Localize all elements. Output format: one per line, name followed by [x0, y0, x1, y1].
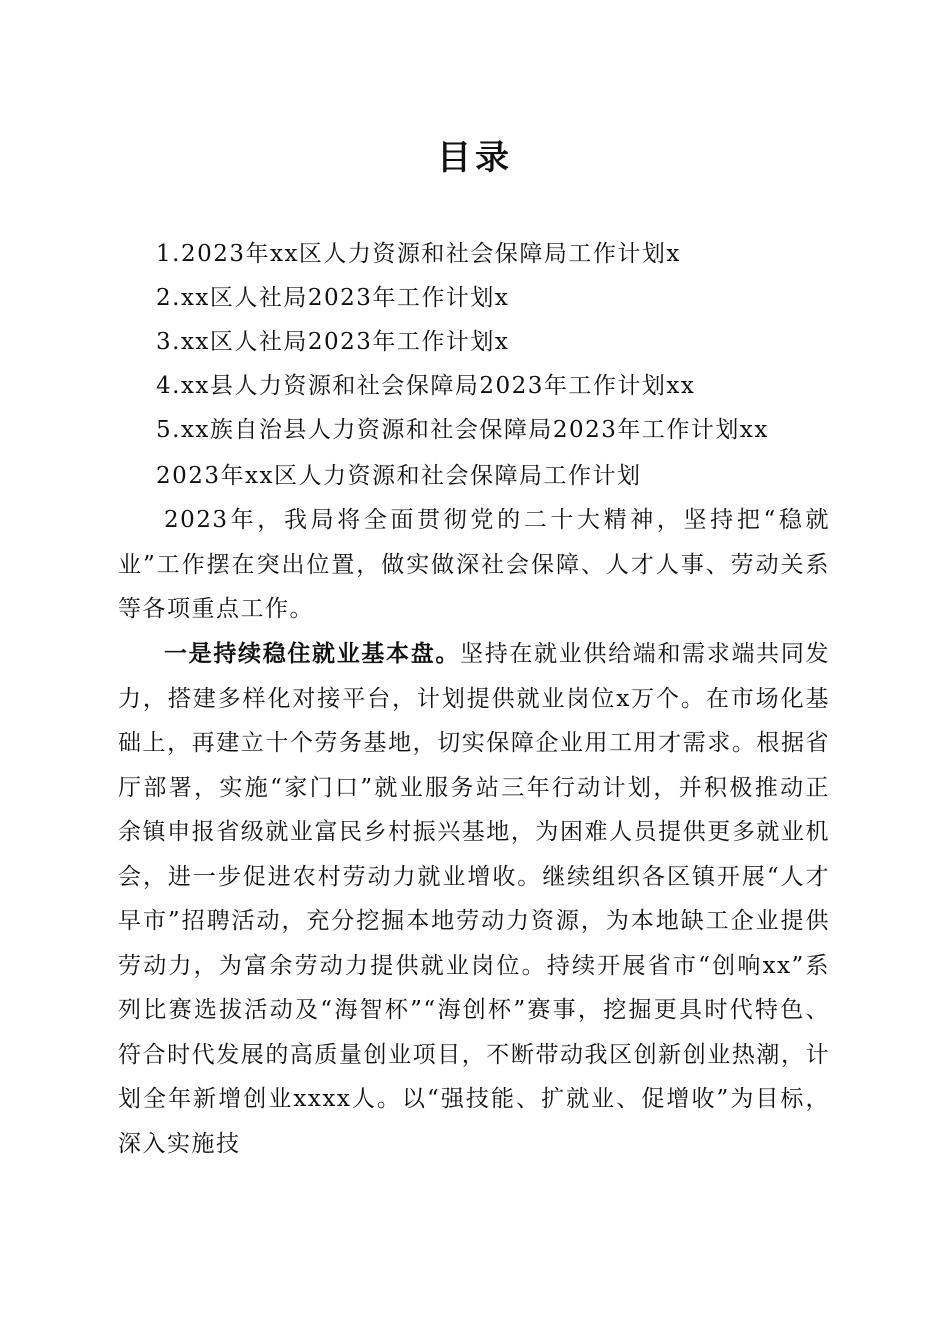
toc-item[interactable]: 1.2023年xx区人力资源和社会保障局工作计划x	[156, 241, 681, 267]
table-of-contents	[156, 232, 836, 452]
toc-item[interactable]: 2.xx区人社局2023年工作计划x	[156, 285, 510, 311]
document-heading: 2023年xx区人力资源和社会保障局工作计划	[156, 463, 642, 489]
toc-item[interactable]: 5.xx族自治县人力资源和社会保障局2023年工作计划xx	[156, 417, 769, 443]
section1-lead: 一是持续稳住就业基本盘。	[164, 640, 461, 667]
section1-body: 坚持在就业供给端和需求端共同发力，搭建多样化对接平台，计划提供就业岗位x万个。在市场化基础上，再建立十个劳务基地，切实保障企业用工用才需求。根据省厅部署，实施“家门口”就业服务站三年行动计划，并积极推动正余镇申报省级就业富民乡村振兴基地，为困难人员提供更多就业机会，进一步促进农村劳动力就业增收。继续组织各区镇开展“人才早市”招聘活动，充分挖掘本地劳动力资源，为本地缺工企业提供劳动力，为富余劳动力提供就业岗位。持续开展省市“创响xx”系列比赛选拔活动及“海智杯”“海创杯”赛事，挖掘更具时代特色、符合时代发展的高质量创业项目，不断带动我区创新创业热潮，计划全年新增创业xxxx人。以“强技能、扩就业、促增收”为目标，深入实施技	[118, 641, 831, 1157]
section1-paragraph	[118, 632, 830, 1166]
toc-item[interactable]: 4.xx县人力资源和社会保障局2023年工作计划xx	[156, 373, 696, 399]
intro-paragraph: 2023年，我局将全面贯彻党的二十大精神，坚持把“稳就业”工作摆在突出位置，做实做深社会保障、人才人事、劳动关系等各项重点工作。	[118, 507, 830, 622]
page-title: 目录	[437, 138, 513, 178]
toc-item[interactable]: 3.xx区人社局2023年工作计划x	[156, 329, 510, 355]
